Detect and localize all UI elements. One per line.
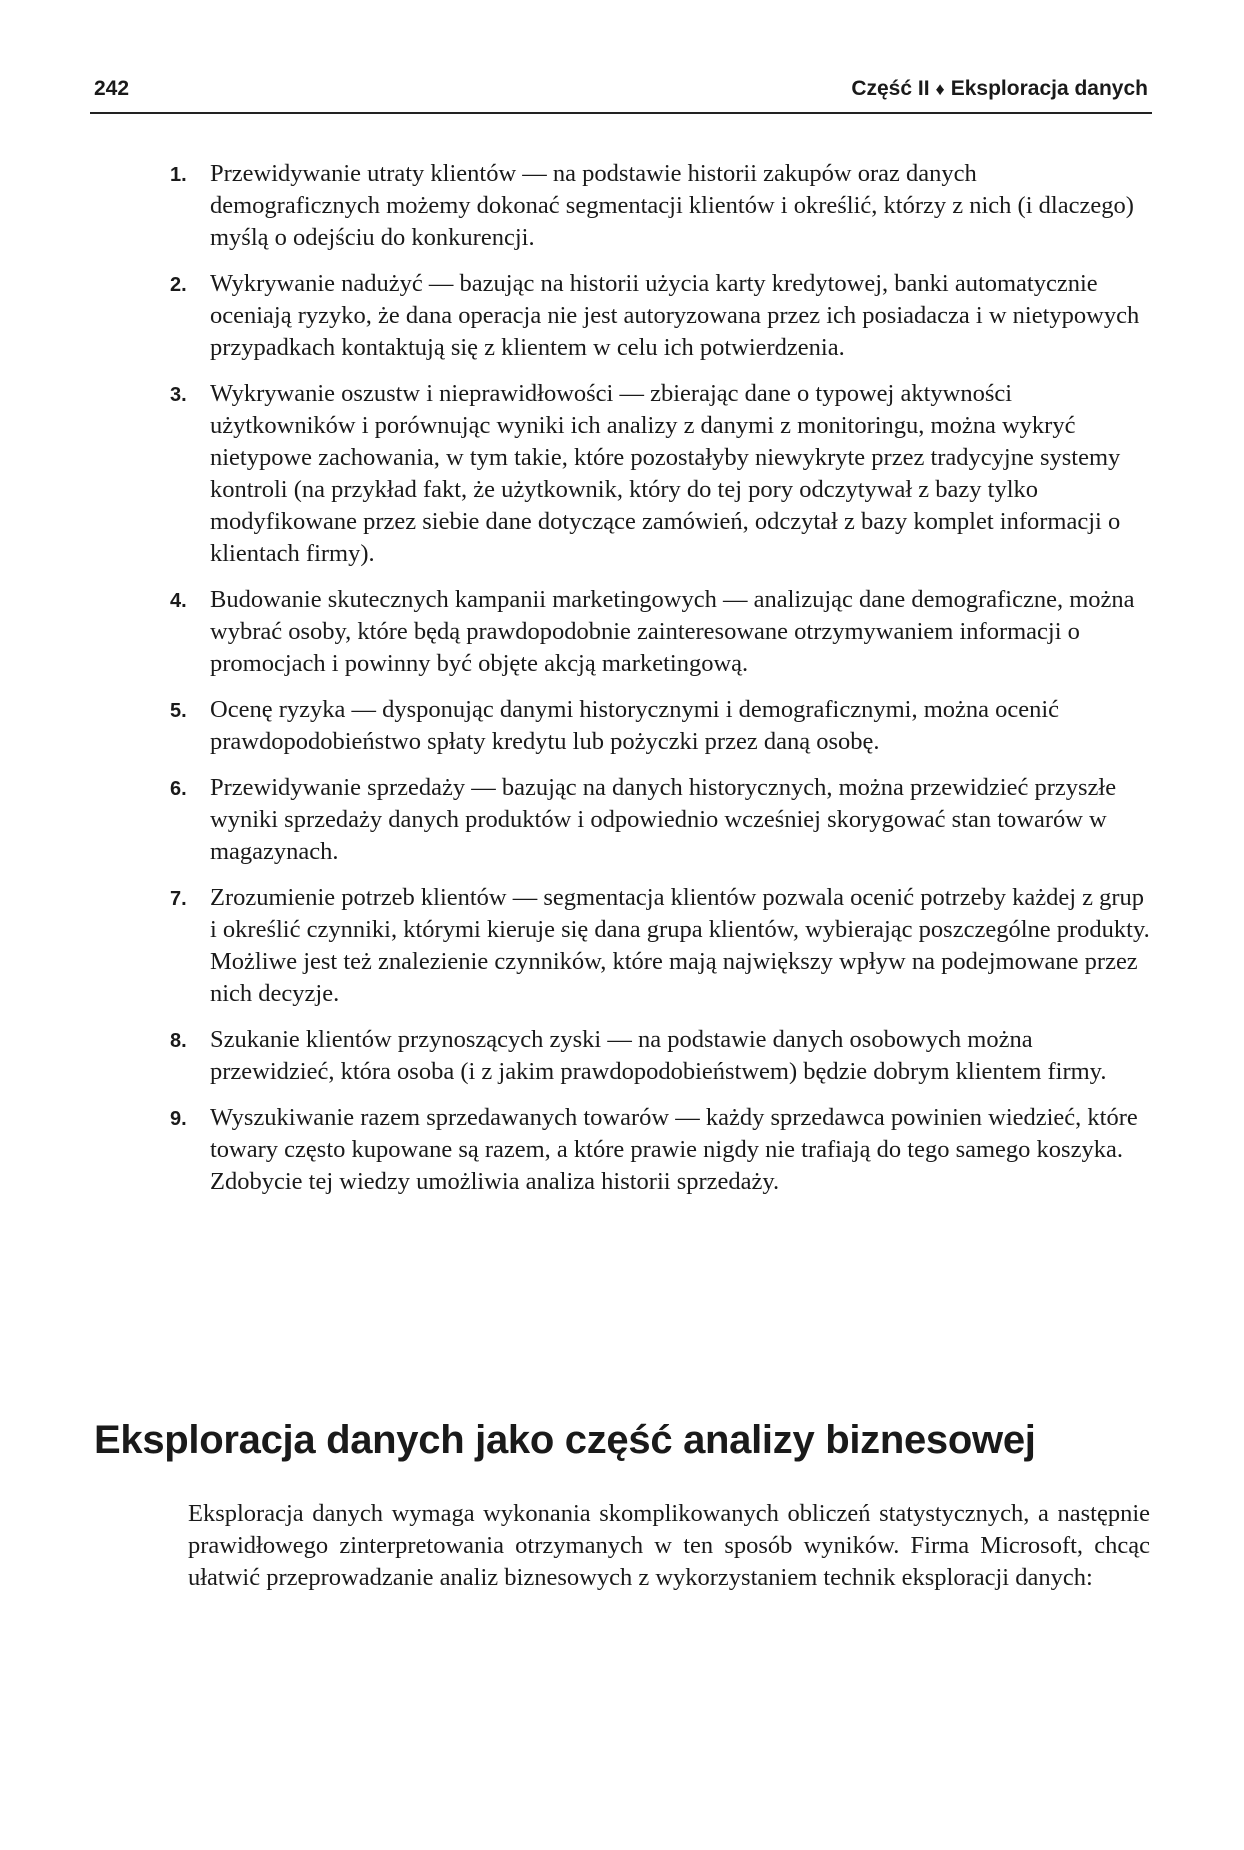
diamond-separator-icon: ♦ (935, 79, 945, 99)
page-header (90, 72, 1152, 114)
list-item (170, 772, 1150, 868)
list-item (170, 268, 1150, 364)
list-item-text: Wykrywanie oszustw i nieprawidłowości — zbierając dane o typowej aktywności użytkowników i porównując wyniki ich analizy z danymi z monitoringu, można wykryć nietypowe zachowania, w tym takie, które pozostałyby niewykryte przez tradycyjne systemy kontroli (na przykład fakt, że użytkownik, który do tej pory odczytywał z bazy tylko modyfikowane przez siebie dane dotyczące zamówień, odczytał z bazy komplet informacji o klientach firmy). (210, 380, 1121, 567)
body-paragraph: Eksploracja danych wymaga wykonania skomplikowanych obliczeń statystycznych, a następnie prawidłowego zinterpretowania otrzymanych w ten sposób wyników. Firma Microsoft, chcąc ułatwić przeprowadzanie analiz biznesowych z wykorzystaniem technik eksploracji danych: (188, 1500, 1150, 1591)
list-item-number: 3. (170, 384, 187, 406)
list-item-number: 1. (170, 164, 187, 186)
list-item-text: Zrozumienie potrzeb klientów — segmentacja klientów pozwala ocenić potrzeby każdej z grup i określić czynniki, którymi kieruje się dana grupa klientów, wybierając poszczególne produkty. Możliwe jest też znalezienie czynników, które mają największy wpływ na podejmowane przez nich decyzje. (210, 884, 1150, 1007)
list-item-number: 7. (170, 888, 187, 910)
list-item-text: Budowanie skutecznych kampanii marketingowych — analizując dane demograficzne, można wybrać osoby, które będą prawdopodobnie zainteresowane otrzymywaniem informacji o promocjach i powinny być objęte akcją marketingową. (210, 586, 1135, 677)
list-item-number: 4. (170, 590, 187, 612)
running-title: Eksploracja danych (950, 77, 1148, 100)
list-item (170, 584, 1150, 680)
list-item-number: 9. (170, 1108, 187, 1130)
list-item-number: 6. (170, 778, 187, 800)
list-item (170, 378, 1150, 570)
list-item-text: Wyszukiwanie razem sprzedawanych towarów — każdy sprzedawca powinien wiedzieć, które towary często kupowane są razem, a które prawie nigdy nie trafiają do tego samego koszyka. Zdobycie tej wiedzy umożliwia analiza historii sprzedaży. (210, 1104, 1138, 1195)
list-item-text: Wykrywanie nadużyć — bazując na historii użycia karty kredytowej, banki automatycznie oceniają ryzyko, że dana operacja nie jest autoryzowana przez ich posiadacza i w nietypowych przypadkach kontaktują się z klientem w celu ich potwierdzenia. (210, 270, 1140, 361)
list-item-text: Szukanie klientów przynoszących zyski — na podstawie danych osobowych można przewidzieć, która osoba (i z jakim prawdopodobieństwem) będzie dobrym klientem firmy. (210, 1026, 1107, 1085)
list-item-number: 5. (170, 700, 187, 722)
section-heading: Eksploracja danych jako część analizy biznesowej (94, 1418, 1036, 1462)
list-item-text: Przewidywanie utraty klientów — na podstawie historii zakupów oraz danych demograficznych możemy dokonać segmentacji klientów i określić, którzy z nich (i dlaczego) myślą o odejściu do konkurencji. (210, 160, 1134, 251)
running-part: Część II (851, 77, 930, 100)
list-item (170, 1024, 1150, 1088)
list-item (170, 158, 1150, 254)
numbered-list (170, 158, 1150, 1212)
list-item-text: Ocenę ryzyka — dysponując danymi historycznymi i demograficznymi, można ocenić prawdopodobieństwo spłaty kredytu lub pożyczki przez daną osobę. (210, 696, 1060, 755)
list-item (170, 1102, 1150, 1198)
running-header (851, 77, 1148, 101)
page-number: 242 (94, 77, 130, 100)
list-item (170, 882, 1150, 1010)
list-item-number: 8. (170, 1030, 187, 1052)
list-item-number: 2. (170, 274, 187, 296)
list-item (170, 694, 1150, 758)
list-item-text: Przewidywanie sprzedaży — bazując na danych historycznych, można przewidzieć przyszłe wyniki sprzedaży danych produktów i odpowiednio wcześniej skorygować stan towarów w magazynach. (210, 774, 1117, 865)
